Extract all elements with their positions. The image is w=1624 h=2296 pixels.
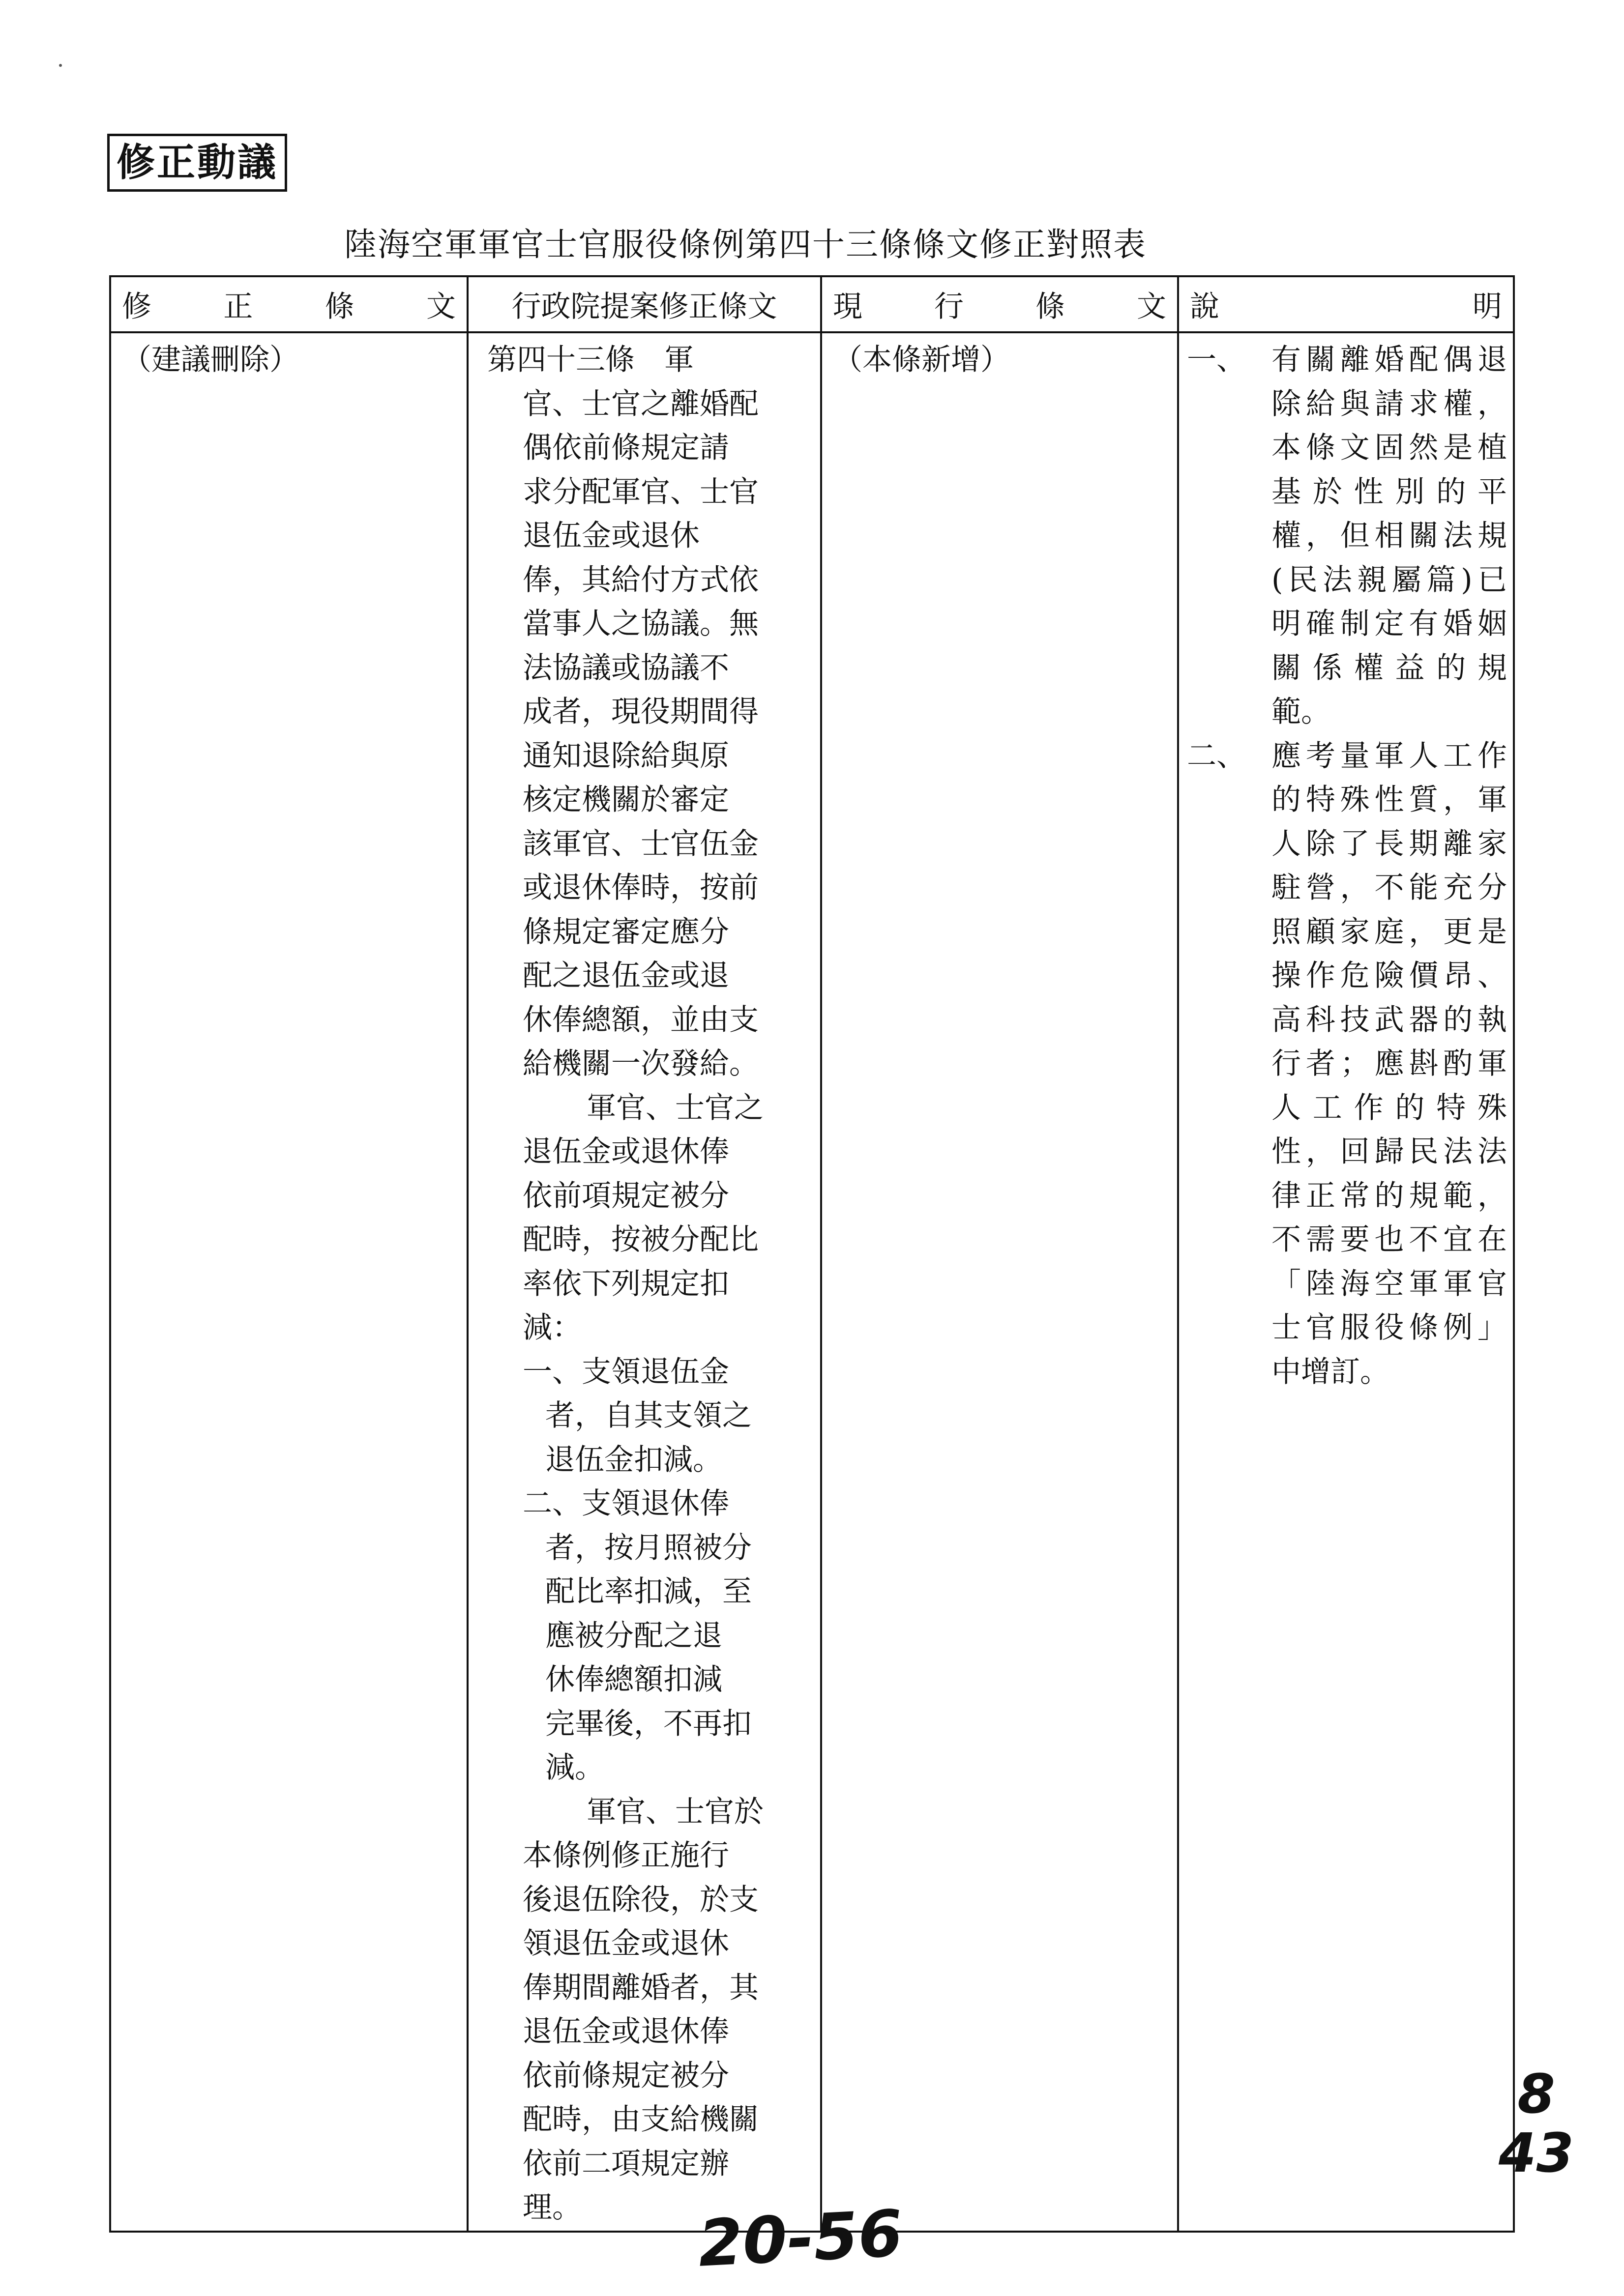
explanation-line: 律正常的規範，: [1271, 1178, 1507, 1213]
article-line: 依前二項規定辦: [523, 2146, 729, 2181]
explanation-line: 行者；應斟酌軍: [1271, 1046, 1507, 1081]
article-line: 退伍金或退休: [523, 519, 700, 553]
explanation-line: 人除了長期離家: [1271, 826, 1507, 861]
article-line: 配時，按被分配比: [523, 1222, 759, 1257]
new-article-note: （本條新增）: [833, 343, 1010, 377]
header-amended-text: [110, 276, 468, 332]
header-char: 條: [1035, 290, 1065, 324]
article-line: 俸期間離婚者，其: [523, 1970, 759, 2005]
explanation-line: 高科技武器的執: [1271, 1002, 1507, 1037]
article-line: 應被分配之退: [545, 1618, 722, 1653]
handwritten-page-number: 20-56: [696, 2196, 905, 2281]
explanation-line: 駐營，不能充分: [1271, 871, 1507, 905]
suggest-delete: （建議刪除）: [122, 343, 299, 377]
article-line: 俸，其給付方式依: [523, 562, 759, 597]
article-line: 一、支領退伍金: [523, 1354, 729, 1389]
header-current-text: [821, 276, 1178, 332]
motion-stamp: 修正動議: [107, 134, 287, 192]
explanation-line: 不需要也不宜在: [1271, 1222, 1507, 1257]
article-line: 配時，由支給機關: [523, 2102, 759, 2137]
article-line: 成者，現役期間得: [523, 695, 759, 729]
article-line: 該軍官、士官伍金: [523, 826, 759, 861]
scan-speck: [59, 64, 62, 67]
article-line: 減：: [523, 1310, 582, 1345]
article-line: 率依下列規定扣: [523, 1266, 729, 1301]
explanation-line: 人工作的特殊: [1271, 1090, 1507, 1125]
header-char: 現: [833, 290, 862, 324]
header-row: [110, 276, 1514, 332]
handwritten-margin-note: [1499, 2064, 1574, 2182]
header-char: 說: [1190, 290, 1219, 324]
header-char: 正: [223, 290, 253, 324]
explanation-line: 有關離婚配偶退: [1271, 343, 1507, 377]
header-char: 文: [426, 290, 456, 324]
explanation-line: 基於性別的平: [1271, 474, 1507, 509]
margin-note-bottom: 43: [1499, 2122, 1574, 2184]
article-line: 休俸總額，並由支: [523, 1002, 759, 1037]
article-line: 完畢後，不再扣: [545, 1706, 752, 1741]
article-line: 當事人之協議。無: [523, 607, 759, 641]
explanation-line: 「陸海空軍軍官: [1271, 1266, 1507, 1301]
content-row: [110, 332, 1514, 2232]
explanation-line: 應考量軍人工作: [1271, 738, 1507, 773]
amended-text-cell: [110, 332, 468, 2232]
executive-yuan-text-cell: [468, 332, 821, 2232]
header-char: 明: [1473, 290, 1502, 324]
article-line: 後退伍除役，於支: [523, 1882, 759, 1917]
article-line: 給機關一次發給。: [523, 1046, 759, 1081]
explanation-line: 本條文固然是植: [1271, 431, 1507, 465]
article-line: 者，自其支領之: [545, 1398, 752, 1433]
explanation-item-1: [1187, 338, 1507, 734]
article-line: 或退休俸時，按前: [523, 871, 759, 905]
article-line: 退伍金或退休俸: [523, 2014, 729, 2049]
article-line: 退伍金或退休俸: [523, 1134, 729, 1169]
comparison-table: [109, 275, 1515, 2233]
article-line: 領退伍金或退休: [523, 1926, 729, 1961]
header-char: 修: [122, 290, 151, 324]
article-line: 通知退除給與原: [523, 738, 729, 773]
explanation-line: 性，回歸民法法: [1271, 1134, 1507, 1169]
item-number: 一、: [1187, 343, 1246, 377]
explanation-line: 除給與請求權，: [1271, 386, 1507, 421]
current-text-cell: [821, 332, 1178, 2232]
item-number: 二、: [1187, 738, 1246, 773]
explanation-line: 操作危險價昂、: [1271, 959, 1507, 993]
article-line: 依前項規定被分: [523, 1178, 729, 1213]
explanation-line: 範。: [1271, 695, 1330, 729]
article-line: 核定機關於審定: [523, 783, 729, 817]
article-line: 法協議或協議不: [523, 650, 729, 685]
explanation-item-2: [1187, 734, 1507, 1395]
header-explanation: [1178, 276, 1514, 332]
article-line: 配比率扣減，至: [545, 1574, 752, 1609]
article-line: 第四十三條 軍: [487, 343, 694, 377]
explanation-line: 權，但相關法規: [1271, 519, 1507, 553]
article-line: 退伍金扣減。: [545, 1442, 722, 1477]
article-line: 求分配軍官、士官: [523, 474, 759, 509]
article-line: 條規定審定應分: [523, 914, 729, 949]
article-line: 軍官、士官於: [587, 1794, 764, 1829]
article-line: 者，按月照被分: [545, 1530, 752, 1565]
explanation-line: 明確制定有婚姻: [1271, 607, 1507, 641]
header-char: 行: [934, 290, 964, 324]
header-executive-yuan-text: [468, 276, 821, 332]
article-line: 依前條規定被分: [523, 2058, 729, 2093]
article-line: 官、士官之離婚配: [523, 386, 759, 421]
explanation-cell: [1178, 332, 1514, 2232]
document-title: 陸海空軍軍官士官服役條例第四十三條條文修正對照表: [344, 226, 1147, 263]
header-char: 文: [1137, 290, 1166, 324]
article-line: 軍官、士官之: [587, 1090, 764, 1125]
explanation-line: 關係權益的規: [1271, 650, 1507, 685]
article-line: 本條例修正施行: [523, 1838, 729, 1873]
header-label: 行政院提案修正條文: [511, 290, 777, 324]
explanation-line: 中增訂。: [1271, 1354, 1389, 1389]
explanation-line: 的特殊性質，軍: [1271, 783, 1507, 817]
article-line: 二、支領退休俸: [523, 1486, 729, 1521]
explanation-line: 照顧家庭，更是: [1271, 914, 1507, 949]
article-line: 休俸總額扣減: [545, 1662, 722, 1697]
header-char: 條: [325, 290, 354, 324]
explanation-line: (民法親屬篇)已: [1271, 562, 1507, 597]
article-line: 偶依前條規定請: [523, 431, 729, 465]
article-line: 理。: [523, 2190, 582, 2225]
article-line: 減。: [545, 1750, 604, 1785]
margin-note-top: 8: [1517, 2063, 1555, 2125]
article-line: 配之退伍金或退: [523, 959, 729, 993]
explanation-line: 士官服役條例」: [1271, 1310, 1507, 1345]
